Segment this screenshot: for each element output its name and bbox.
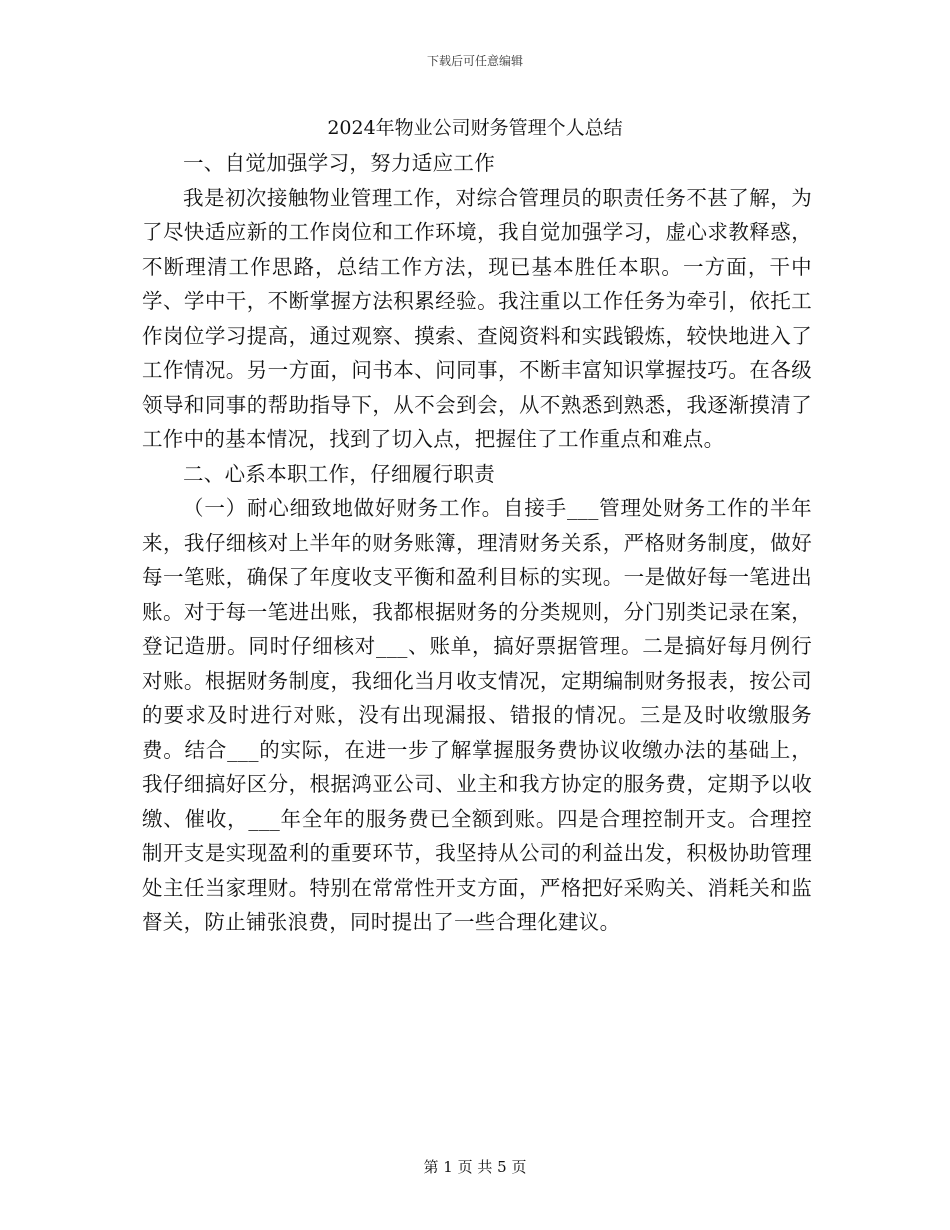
page-header: 下载后可任意编辑	[426, 54, 523, 68]
document-body	[142, 146, 812, 940]
body-paragraph-2: （一）耐心细致地做好财务工作。自接手___管理处财务工作的半年来，我仔细核对上半年的财务账簿，理清财务关系，严格财务制度，做好每一笔账，确保了年度收支平衡和盈利目标的实现。一是做好每一笔进出账。对于每一笔进出账，我都根据财务的分类规则，分门别类记录在案，登记造册。同时仔细核对___、账单，搞好票据管理。二是搞好每月例行对账。根据财务制度，我细化当月收支情况，定期编制财务报表，按公司的要求及时进行对账，没有出现漏报、错报的情况。三是及时收缴服务费。结合___的实际，在进一步了解掌握服务费协议收缴办法的基础上，我仔细搞好区分，根据鸿亚公司、业主和我方协定的服务费，定期予以收缴、催收，___年全年的服务费已全额到账。四是合理控制开支。合理控制开支是实现盈利的重要环节，我坚持从公司的利益出发，积极协助管理处主任当家理财。特别在常常性开支方面，严格把好采购关、消耗关和监督关，防止铺张浪费，同时提出了一些合理化建议。	[142, 496, 812, 934]
body-paragraph-1: 我是初次接触物业管理工作，对综合管理员的职责任务不甚了解，为了尽快适应新的工作岗位和工作环境，我自觉加强学习，虚心求教释惑，不断理清工作思路，总结工作方法，现已基本胜任本职。一方面，干中学、学中干，不断掌握方法积累经验。我注重以工作任务为牵引，依托工作岗位学习提高，通过观察、摸索、查阅资料和实践锻炼，较快地进入了工作情况。另一方面，问书本、问同事，不断丰富知识掌握技巧。在各级领导和同事的帮助指导下，从不会到会，从不熟悉到熟悉，我逐渐摸清了工作中的基本情况，找到了切入点，把握住了工作重点和难点。	[142, 185, 812, 451]
page-number: 第 1 页 共 5 页	[423, 1158, 527, 1176]
section-heading-1: 一、自觉加强学习，努力适应工作	[183, 151, 495, 175]
document-title: 2024年物业公司财务管理个人总结	[327, 117, 623, 139]
section-heading-2: 二、心系本职工作，仔细履行职责	[183, 461, 495, 486]
